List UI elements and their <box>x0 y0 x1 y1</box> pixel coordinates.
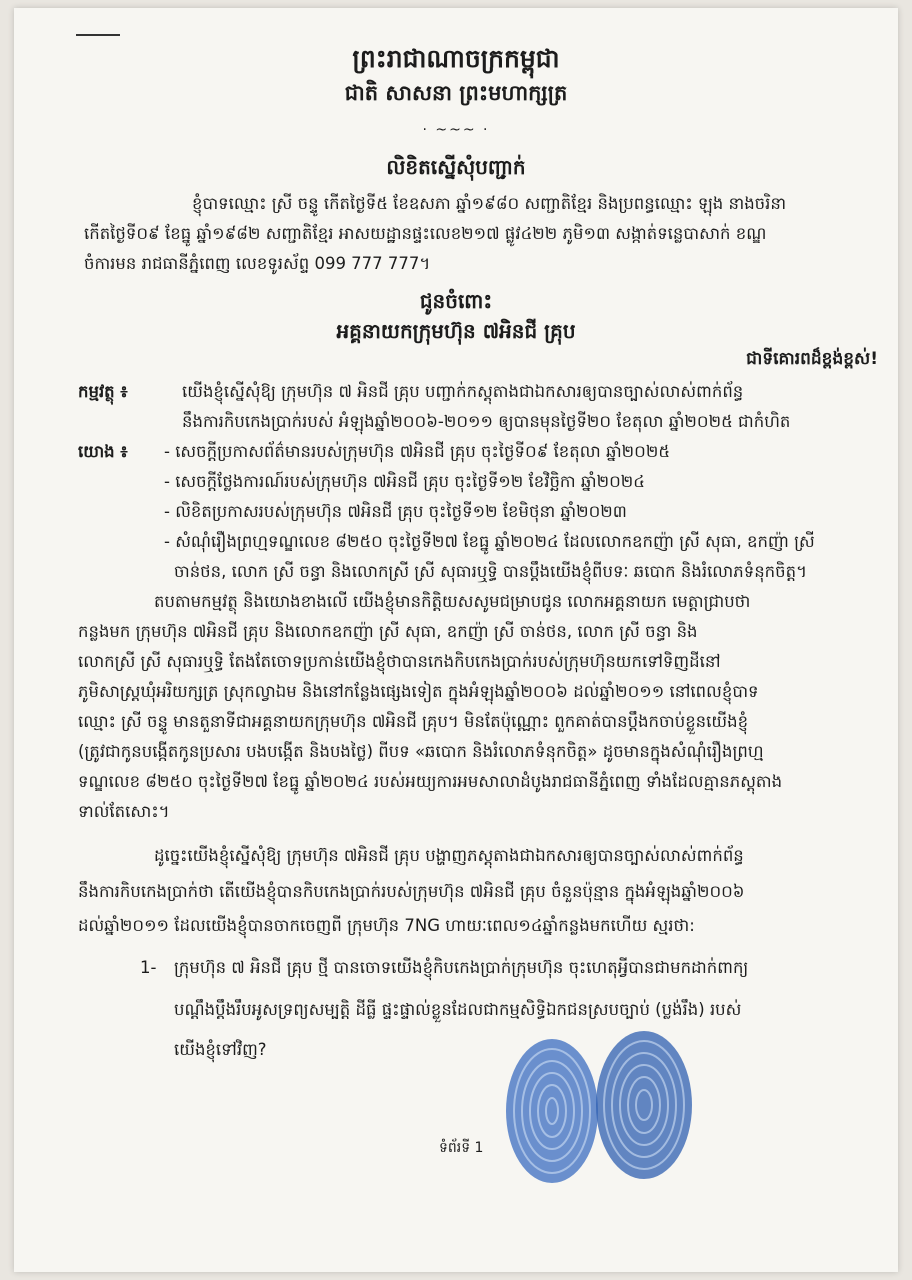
subject-line-1: យើងខ្ញុំស្នើសុំឱ្យ ក្រុមហ៊ុន ៧ អិនជី គ្រុប បញ្ជាក់កស្តុតាងជាឯកសារឲ្យបានច្បាស់លាស់ពាក់ព័ន្ធ <box>182 382 744 401</box>
recipient-honor: ជាទីគោរពដ៏ខ្ពង់ខ្ពស់! <box>746 349 878 369</box>
intro-line-2: កើតថ្ងៃទី០៩ ខែធ្នូ ឆ្នាំ១៩៨២ សញ្ជាតិខ្មែរ អាសយដ្ឋានផ្ទះលេខ២១៧ ផ្លូវ៤២២ ភូមិ១៣ សង្កាត់ទន្លេបាសាក់ ខណ្ឌ <box>84 224 767 243</box>
recipient-name: អគ្គនាយកក្រុមហ៊ុន ៧អិនជី គ្រុប <box>336 319 576 343</box>
top-mark <box>76 34 120 36</box>
intro-line-3: ចំការមន រាជធានីភ្នំពេញ លេខទូរស័ព្ទ 099 777 777។ <box>84 254 431 273</box>
reference-item: - លិខិតប្រកាសរបស់ក្រុមហ៊ុន ៧អិនជី គ្រុប ចុះថ្ងៃទី១២ ខែមិថុនា ឆ្នាំ២០២៣ <box>164 502 627 521</box>
body2-line: ដូច្នេះយើងខ្ញុំស្នើសុំឱ្យ ក្រុមហ៊ុន ៧អិនជី គ្រុប បង្ហាញភស្តុតាងជាឯកសារឲ្យបានច្បាស់លាស់ពាក់ព័ន្ធ <box>154 846 744 865</box>
body1-line: កន្លងមក ក្រុមហ៊ុន ៧អិនជី គ្រុប និងលោកឧកញ៉ា ស្រី សុធា, ឧកញ៉ា ស្រី ចាន់ថន, លោក ស្រី ចន្ធា និង <box>78 622 698 641</box>
national-motto: ជាតិ សាសនា ព្រះមហាក្សត្រ <box>344 81 568 105</box>
ornament-divider: · ~~~ · <box>422 122 490 138</box>
body1-line: តបតាមកម្មវត្ថុ និងយោងខាងលើ យើងខ្ញុំមានកិត្តិយសសូមជម្រាបជូន លោកអគ្គនាយក មេត្តាជ្រាបថា <box>154 592 751 611</box>
document-title: លិខិតស្នើសុំបញ្ជាក់ <box>386 155 526 179</box>
question-line: យើងខ្ញុំទៅវិញ? <box>174 1040 267 1059</box>
left-thumbprint-image <box>502 1036 602 1186</box>
body1-line: (ត្រូវជាកូនបង្កើតកូនប្រសារ បងបង្កើត និងបងថ្លៃ) ពីបទ «ឆបោក និងរំលោភទំនុកចិត្ត» ដូចមានក្នុងសំណុំរឿងព្រហ្ម <box>78 742 764 761</box>
body1-line: ភូមិសាស្ត្រឃុំអរិយក្សត្រ ស្រុកល្វាឯម និងនៅកន្លែងផ្សេងទៀត ក្នុងអំឡុងឆ្នាំ២០០៦ ដល់ឆ្នាំ២០១១ នៅពេលខ្ញុំបាទ <box>78 682 759 701</box>
document-page <box>14 8 898 1272</box>
body1-line: ទណ្ឌលេខ ៨២៥០ ចុះថ្ងៃទី២៧ ខែធ្នូ ឆ្នាំ២០២៤ របស់អយ្យការអមសាលាដំបូងរាជធានីភ្នំពេញ ទាំងដែលគ្មានភស្តុតាង <box>78 772 783 791</box>
recipient-to: ជូនចំពោះ <box>419 289 493 313</box>
body1-line: ឈ្មោះ ស្រី ចន្ទូ មានតួនាទីជាអគ្គនាយកក្រុមហ៊ុន ៧អិនជី គ្រុប។ មិនតែប៉ុណ្ណោះ ពួកគាត់បានប្តឹងកចាប់ខ្លួនយើងខ្ញុំ <box>78 712 749 731</box>
question-line: បណ្តឹងប្តឹងរឹបអូសទ្រព្យសម្បត្តិ ដីធ្លី ផ្ទះផ្ទាល់ខ្លួនដែលជាកម្មសិទ្ធិឯកជនស្របច្បាប់ (ប្លង់រឹង) របស់ <box>174 1000 742 1019</box>
kingdom-heading: ព្រះរាជាណាចក្រកម្ពុជា <box>352 44 560 73</box>
question-number: 1- <box>140 958 157 977</box>
reference-item: - សេចក្តីថ្លែងការណ៍របស់ក្រុមហ៊ុន ៧អិនជី គ្រុប ចុះថ្ងៃទី១២ ខែវិច្ឆិកា ឆ្នាំ២០២៤ <box>164 472 645 491</box>
body1-line: លោកស្រី ស្រី សុធារឬទ្ធិ តែងតែចោទប្រកាន់យើងខ្ញុំថាបានកេងកិបកេងប្រាក់របស់ក្រុមហ៊ុនយកទៅទិញដីនៅ <box>78 652 721 671</box>
reference-item: - សេចក្តីប្រកាសព័ត៌មានរបស់ក្រុមហ៊ុន ៧អិនជី គ្រុប ចុះថ្ងៃទី០៩ ខែតុលា ឆ្នាំ២០២៥ <box>164 442 670 461</box>
body2-line: នឹងការកិបកេងប្រាក់ថា តើយើងខ្ញុំបានកិបកេងប្រាក់របស់ក្រុមហ៊ុន ៧អិនជី គ្រុប ចំនួនប៉ុន្មាន ក្នុងអំឡុងឆ្នាំ២០០៦ <box>78 882 745 901</box>
subject-line-2: នឹងការកិបកេងប្រាក់របស់ អំឡុងឆ្នាំ២០០៦-២០១១ ឲ្យបានមុនថ្ងៃទី២០ ខែតុលា ឆ្នាំ២០២៥ ជាកំហិត <box>182 412 791 431</box>
reference-item: ចាន់ថន, លោក ស្រី ចន្ធា និងលោកស្រី ស្រី សុធារឬទ្ធិ បានប្តឹងយើងខ្ញុំពីបទៈ ឆបោក និងរំលោភទំនុកចិត្ត។ <box>174 562 807 581</box>
question-line: ក្រុមហ៊ុន ៧ អិនជី គ្រុប ថ្មី បានចោទយើងខ្ញុំកិបកេងប្រាក់ក្រុមហ៊ុន ចុះហេតុអ្វីបានជាមកដាក់ពាក្យ <box>174 958 749 977</box>
page-number: ទំព័រទី 1 <box>439 1140 484 1156</box>
body1-line: ទាល់តែសោះ។ <box>78 802 170 821</box>
references-label: យោង ៖ <box>78 442 128 461</box>
body2-line: ដល់ឆ្នាំ២០១១ ដែលយើងខ្ញុំបានចាកចេញពី ក្រុមហ៊ុន 7NG ហាយៈពេល១៤ឆ្នាំកន្លងមកហើយ ស្មរថា: <box>78 916 695 935</box>
subject-label: កម្មវត្ថុ ៖ <box>78 382 128 401</box>
right-thumbprint-image <box>592 1028 696 1182</box>
intro-line-1: ខ្ញុំបាទឈ្មោះ ស្រី ចន្ទូ កើតថ្ងៃទី៥ ខែឧសភា ឆ្នាំ១៩៨០ សញ្ជាតិខ្មែរ និងប្រពន្ធឈ្មោះ ឡុង នាងចរិនា <box>192 194 787 213</box>
reference-item: - សំណុំរឿងព្រហ្មទណ្ឌលេខ ៨២៥០ ចុះថ្ងៃទី២៧ ខែធ្នូ ឆ្នាំ២០២៤ ដែលលោកឧកញ៉ា ស្រី សុធា, ឧកញ៉ា ស្រី <box>164 532 815 551</box>
